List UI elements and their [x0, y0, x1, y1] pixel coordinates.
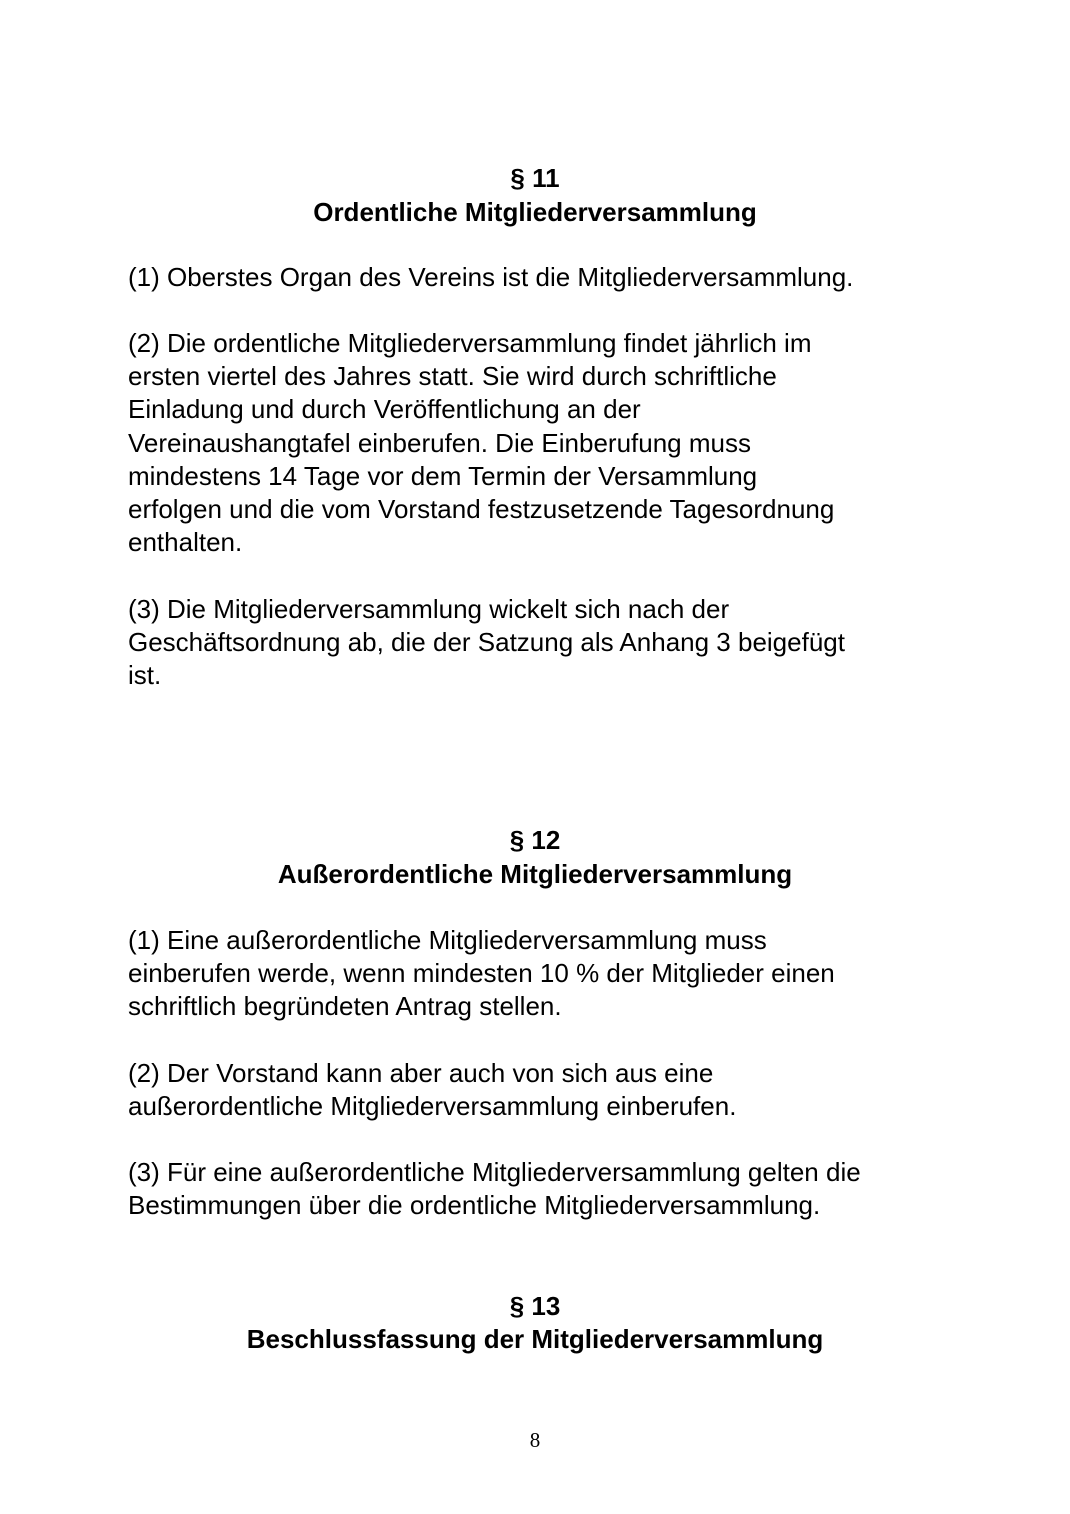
text-line: Geschäftsordnung ab, die der Satzung als Anhang 3 beigefügt	[128, 627, 845, 658]
section-number: § 13	[509, 1291, 561, 1321]
text-line: (1) Eine außerordentliche Mitgliederversammlung muss	[128, 925, 767, 955]
text-line: einberufen werde, wenn mindesten 10 % der Mitglieder einen	[128, 958, 835, 989]
text-line: mindestens 14 Tage vor dem Termin der Versammlung	[128, 460, 758, 491]
section-title: Außerordentliche Mitgliederversammlung	[277, 859, 793, 889]
section-title: Beschlussfassung der Mitgliederversammlung	[246, 1324, 824, 1354]
paragraph	[128, 593, 958, 693]
text-line: (1) Oberstes Organ des Vereins ist die Mitgliederversammlung.	[128, 262, 854, 292]
text-line: (3) Für eine außerordentliche Mitgliederversammlung gelten die	[128, 1157, 861, 1187]
section-title: Ordentliche Mitgliederversammlung	[313, 197, 757, 227]
paragraph	[128, 924, 958, 1024]
text-line: Vereinaushangtafel einberufen. Die Einberufung muss	[128, 427, 751, 458]
text-line: (2) Der Vorstand kann aber auch von sich aus eine	[128, 1058, 714, 1088]
text-line: ist.	[128, 660, 162, 691]
page-number: 8	[529, 1428, 541, 1452]
text-line: außerordentliche Mitgliederversammlung einberufen.	[128, 1091, 737, 1122]
text-line: (3) Die Mitgliederversammlung wickelt sich nach der	[128, 594, 730, 624]
text-line: erfolgen und die vom Vorstand festzusetzende Tagesordnung	[128, 494, 835, 525]
text-line: Einladung und durch Veröffentlichung an der	[128, 394, 641, 425]
paragraph	[128, 327, 958, 559]
section-number: § 12	[509, 825, 561, 855]
text-line: ersten viertel des Jahres statt. Sie wird durch schriftliche	[128, 361, 777, 392]
text-line: (2) Die ordentliche Mitgliederversammlung findet jährlich im	[128, 328, 812, 358]
text-line: Bestimmungen über die ordentliche Mitgliederversammlung.	[128, 1190, 821, 1221]
text-line: enthalten.	[128, 527, 243, 558]
paragraph	[128, 1057, 958, 1123]
section-number: § 11	[510, 163, 560, 193]
paragraph	[128, 1156, 958, 1222]
paragraph	[128, 261, 958, 294]
text-line: schriftlich begründeten Antrag stellen.	[128, 991, 562, 1022]
